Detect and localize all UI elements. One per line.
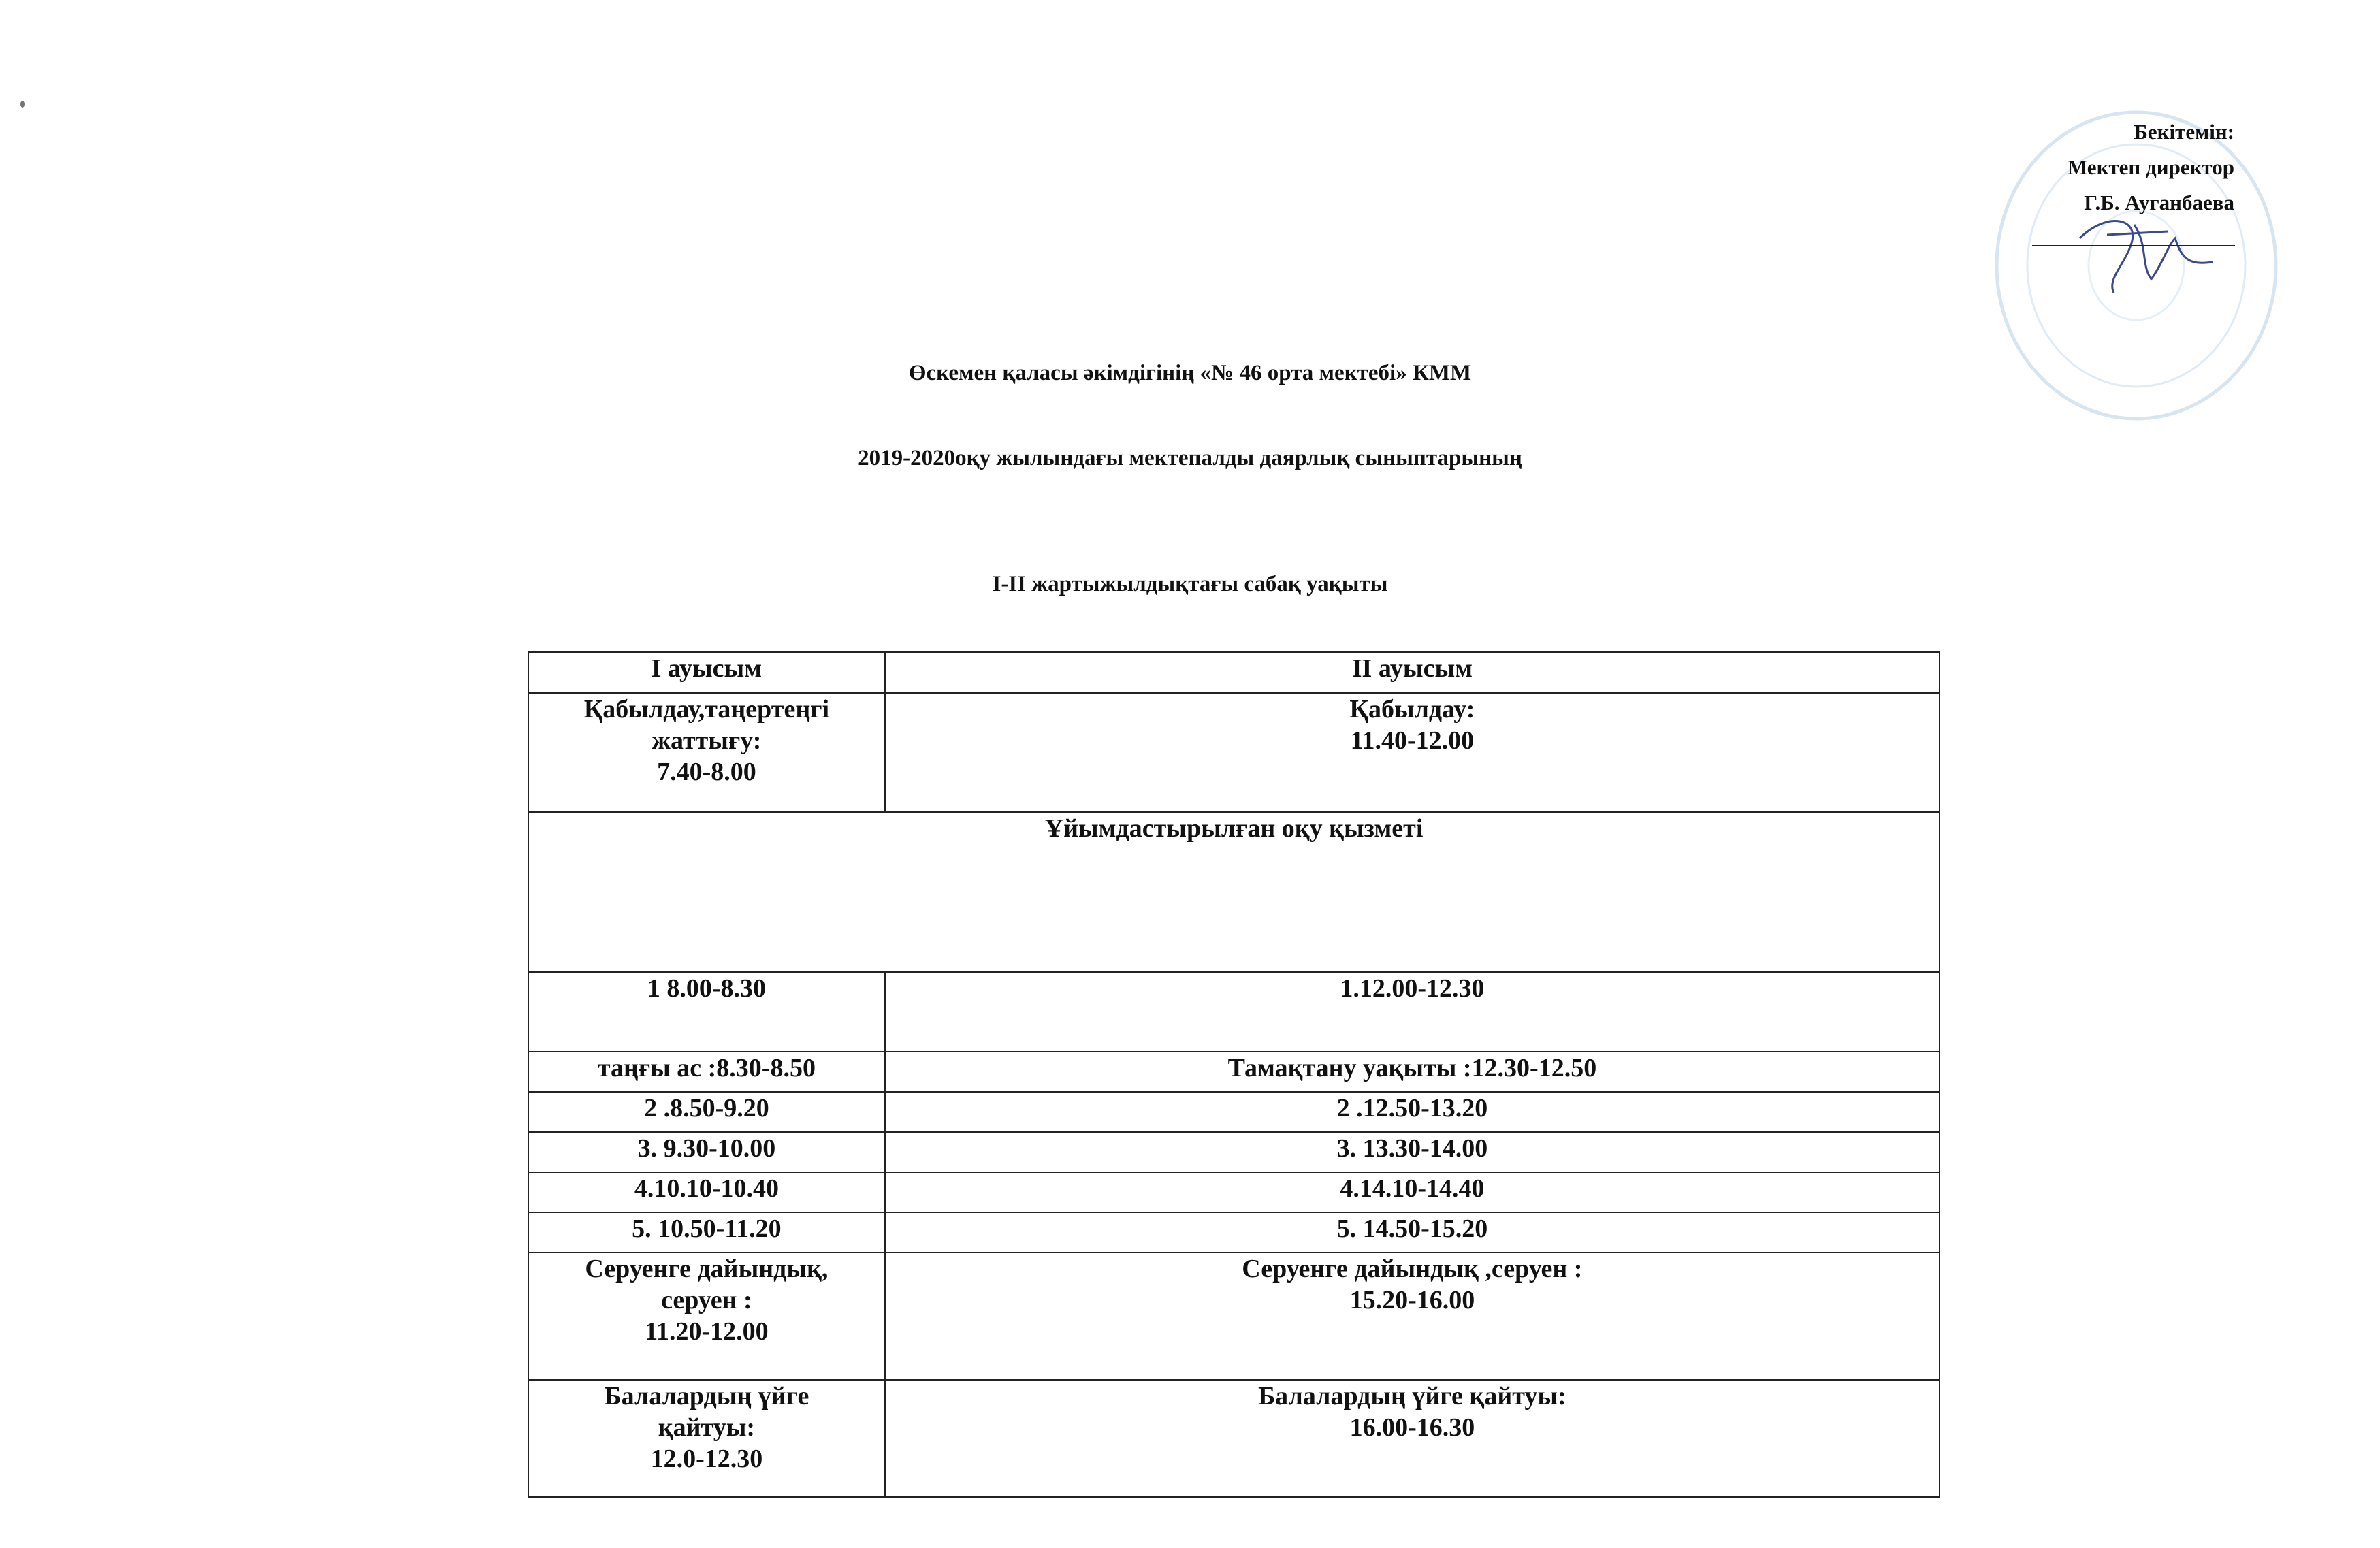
schedule-subtitle: 2019-2020оқу жылындағы мектепалды даярлық сыныптарының [858, 446, 1522, 470]
scan-speck [20, 101, 25, 108]
table-row [528, 693, 1940, 812]
shift2-meal: Тамақтану уақыты :12.30-12.50 [885, 1052, 1940, 1092]
table-row [528, 1380, 1940, 1497]
table-row [528, 1212, 1940, 1253]
signature-line [2032, 245, 2235, 246]
shift1-intake: Қабылдау,таңертеңгі жаттығу: 7.40-8.00 [528, 693, 885, 812]
signature-icon [2066, 197, 2223, 300]
shift1-header: I ауысым [528, 652, 885, 693]
shift2-lesson3: 3. 13.30-14.00 [885, 1132, 1940, 1172]
shift1-home: Балалардың үйге қайтуы: 12.0-12.30 [528, 1380, 885, 1497]
shift2-lesson1: 1.12.00-12.30 [885, 972, 1940, 1052]
approval-position: Мектеп директор [2067, 155, 2234, 179]
table-row [528, 1092, 1940, 1132]
shift1-walk: Серуенге дайындық, серуен : 11.20-12.00 [528, 1253, 885, 1380]
shift1-meal: таңғы ас :8.30-8.50 [528, 1052, 885, 1092]
shift1-lesson4: 4.10.10-10.40 [528, 1172, 885, 1212]
shift1-lesson5: 5. 10.50-11.20 [528, 1212, 885, 1253]
shift2-lesson4: 4.14.10-14.40 [885, 1172, 1940, 1212]
table-row [528, 812, 1940, 972]
shift1-lesson1: 1 8.00-8.30 [528, 972, 885, 1052]
shift2-lesson5: 5. 14.50-15.20 [885, 1212, 1940, 1253]
table-row [528, 1132, 1940, 1172]
table-header-row [528, 652, 1940, 693]
approval-name: Г.Б. Ауганбаева [2084, 191, 2234, 214]
shift1-lesson2: 2 .8.50-9.20 [528, 1092, 885, 1132]
school-title: Өскемен қаласы әкімдігінің «№ 46 орта мектебі» КММ [908, 361, 1472, 385]
table-row [528, 1253, 1940, 1380]
organized-activity: Ұйымдастырылған оқу қызметі [528, 812, 1940, 972]
shift2-intake: Қабылдау: 11.40-12.00 [885, 693, 1940, 812]
shift1-lesson3: 3. 9.30-10.00 [528, 1132, 885, 1172]
shift2-lesson2: 2 .12.50-13.20 [885, 1092, 1940, 1132]
approval-title: Бекітемін: [2134, 120, 2234, 144]
shift2-home: Балалардың үйге қайтуы: 16.00-16.30 [885, 1380, 1940, 1497]
shift2-header: II ауысым [885, 652, 1940, 693]
semester-title: I-II жартыжылдықтағы сабақ уақыты [992, 572, 1388, 596]
table-row [528, 1172, 1940, 1212]
table-row [528, 972, 1940, 1052]
schedule-table [528, 651, 1940, 1498]
table-row [528, 1052, 1940, 1092]
shift2-walk: Серуенге дайындық ,серуен : 15.20-16.00 [885, 1253, 1940, 1380]
